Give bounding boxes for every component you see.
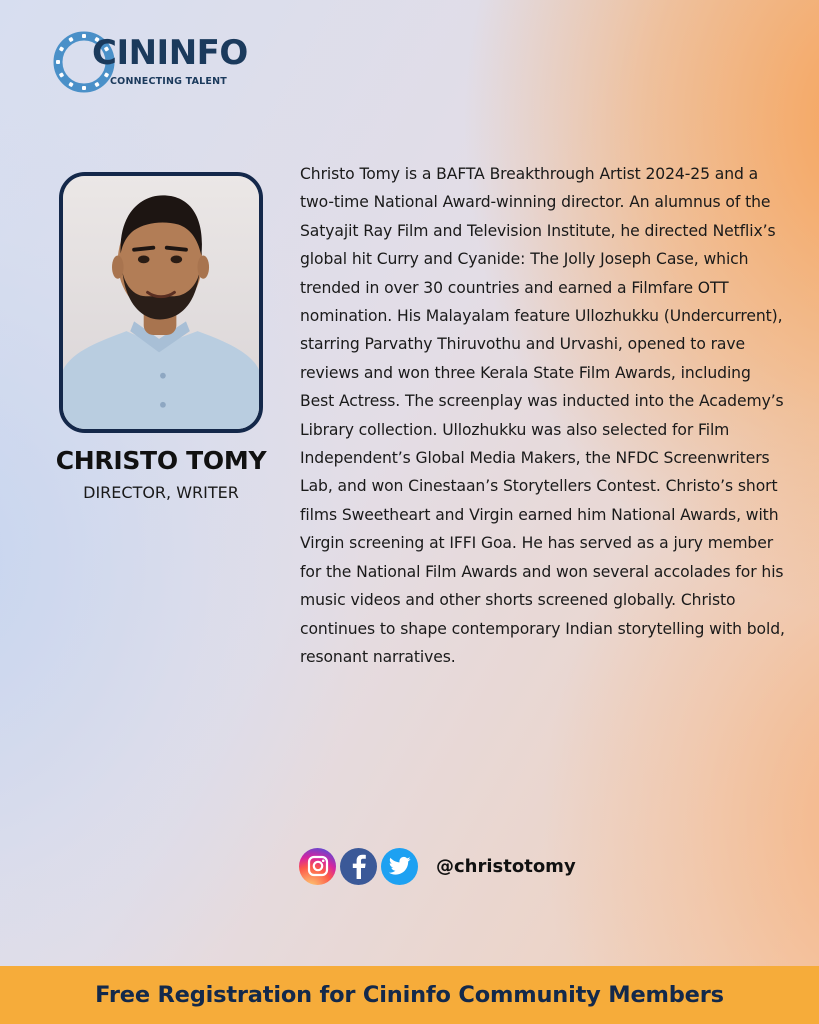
registration-banner-text: Free Registration for Cininfo Community Members (95, 982, 724, 1008)
person-name: CHRISTO TOMY (55, 446, 267, 475)
social-links (299, 847, 576, 885)
social-handle[interactable]: @christotomy (436, 855, 576, 877)
instagram-icon[interactable] (299, 848, 336, 885)
registration-banner[interactable] (0, 966, 819, 1024)
portrait-photo (63, 176, 259, 429)
cininfo-logo (52, 30, 248, 98)
facebook-icon[interactable] (340, 848, 377, 885)
logo-wordmark: CININFO (92, 33, 248, 73)
person-role: DIRECTOR, WRITER (83, 483, 239, 502)
logo-tagline: CONNECTING TALENT (110, 76, 227, 87)
profile-photo (59, 172, 263, 433)
bio-paragraph: Christo Tomy is a BAFTA Breakthrough Artist 2024-25 and a two-time National Award-winning director. An alumnus of the Satyajit Ray Film and Television Institute, he directed Netflix’s global hit Curry and Cyanide: The Jolly Joseph Case, which trended in over 30 countries and earned a Filmfare OTT nomination. His Malayalam feature Ullozhukku (Undercurrent), starring Parvathy Thiruvothu and Urvashi, opened to rave reviews and won three Kerala State Film Awards, including Best Actress. The screenplay was inducted into the Academy’s Library collection. Ullozhukku was also selected for Film Independent’s Global Media Makers, the NFDC Screenwriters Lab, and won Cinestaan’s Storytellers Contest. Christo’s short films Sweetheart and Virgin earned him National Awards, with Virgin screening at IFFI Goa. He has served as a jury member for the National Film Awards and won several accolades for his music videos and other shorts screened globally. Christo continues to shape contemporary Indian storytelling with bold, resonant narratives. (300, 165, 785, 666)
twitter-icon[interactable] (381, 848, 418, 885)
